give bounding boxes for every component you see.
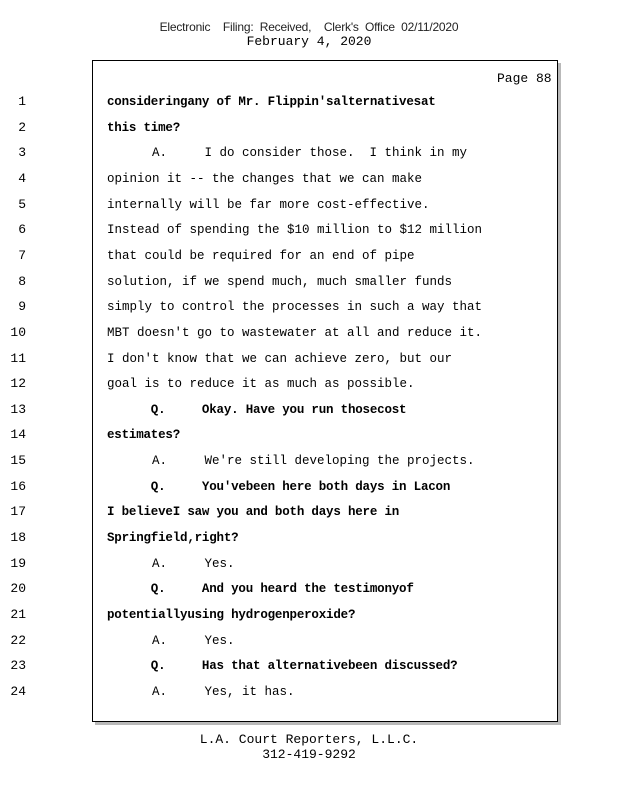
line-text: internally will be far more cost-effective. (107, 197, 430, 212)
line-text: opinion it -- the changes that we can make (107, 171, 423, 186)
transcript-line (0, 656, 560, 676)
line-text: Q. And you heard the testimonyof (107, 582, 414, 597)
line-text: that could be required for an end of pipe (107, 248, 415, 263)
line-number: 17 (10, 504, 26, 520)
line-number: 8 (18, 273, 26, 289)
line-number: 10 (10, 324, 26, 340)
line-number: 4 (18, 170, 26, 186)
reporter-company: L.A. Court Reporters, L.L.C. (199, 732, 419, 747)
transcript-date: February 4, 2020 (246, 34, 372, 49)
line-text: Q. Okay. Have you run thosecost (107, 402, 407, 417)
transcript-line (0, 92, 560, 112)
electronic-filing-stamp: Electronic Filing: Received, Clerk's Office 02/11/2020 (159, 20, 459, 34)
line-number: 3 (18, 145, 26, 161)
line-text: simply to control the processes in such a way that (107, 300, 483, 315)
line-number: 24 (10, 683, 26, 699)
line-text: goal is to reduce it as much as possible. (107, 377, 415, 392)
transcript-line (0, 528, 560, 548)
transcript-line (0, 451, 560, 471)
line-text: potentiallyusing hydrogenperoxide? (107, 608, 356, 622)
line-text: A. We're still developing the projects. (107, 454, 475, 469)
transcript-line (0, 297, 560, 317)
transcript-line (0, 682, 560, 702)
line-number: 18 (10, 530, 26, 546)
transcript-line (0, 400, 560, 420)
filing-header (0, 20, 618, 49)
line-number: 6 (18, 222, 26, 238)
line-number: 7 (18, 247, 26, 263)
line-number: 13 (10, 401, 26, 417)
transcript-line (0, 246, 560, 266)
line-text: solution, if we spend much, much smaller funds (107, 274, 453, 289)
line-number: 14 (10, 427, 26, 443)
transcript-line (0, 631, 560, 651)
transcript-line (0, 374, 560, 394)
line-text: A. Yes, it has. (107, 684, 295, 699)
line-text: Q. You'vebeen here both days in Lacon (107, 479, 451, 494)
line-text: A. Yes. (107, 556, 235, 571)
reporter-phone: 312-419-9292 (262, 747, 356, 762)
transcript-line (0, 169, 560, 189)
line-text: A. Yes. (107, 633, 235, 648)
line-number: 16 (10, 478, 26, 494)
line-number: 5 (18, 196, 26, 212)
line-text: A. I do consider those. I think in my (107, 146, 468, 161)
transcript-line (0, 272, 560, 292)
line-text: estimates? (107, 428, 181, 443)
line-number: 20 (10, 581, 26, 597)
line-number: 21 (10, 607, 26, 622)
line-number: 12 (10, 376, 26, 392)
transcript-line (0, 605, 560, 625)
line-text: Springfield,right? (107, 531, 239, 546)
line-number: 9 (18, 299, 26, 315)
line-number: 1 (18, 94, 26, 109)
transcript-line (0, 554, 560, 574)
transcript-line (0, 220, 560, 240)
line-number: 2 (18, 119, 26, 135)
transcript-line (0, 502, 560, 522)
transcript-line (0, 477, 560, 497)
transcript-line (0, 323, 560, 343)
transcript-line (0, 118, 560, 138)
page-number: Page 88 (497, 71, 552, 86)
transcript-line (0, 425, 560, 445)
transcript-line (0, 349, 560, 369)
line-text: consideringany of Mr. Flippin'salternativesat (107, 95, 436, 109)
reporter-footer (0, 732, 618, 762)
line-text: I believeI saw you and both days here in (107, 505, 400, 520)
line-number: 23 (10, 658, 26, 674)
transcript-line (0, 143, 560, 163)
transcript-line (0, 195, 560, 215)
line-number: 11 (10, 350, 26, 366)
line-number: 15 (10, 453, 26, 469)
line-number: 22 (10, 632, 26, 648)
line-text: Q. Has that alternativebeen discussed? (107, 659, 458, 674)
line-text: this time? (107, 120, 181, 135)
transcript-line (0, 579, 560, 599)
line-text: Instead of spending the $10 million to $12 million (107, 223, 483, 238)
line-text: MBT doesn't go to wastewater at all and reduce it. (107, 325, 483, 340)
line-number: 19 (10, 555, 26, 571)
line-text: I don't know that we can achieve zero, but our (107, 351, 453, 366)
